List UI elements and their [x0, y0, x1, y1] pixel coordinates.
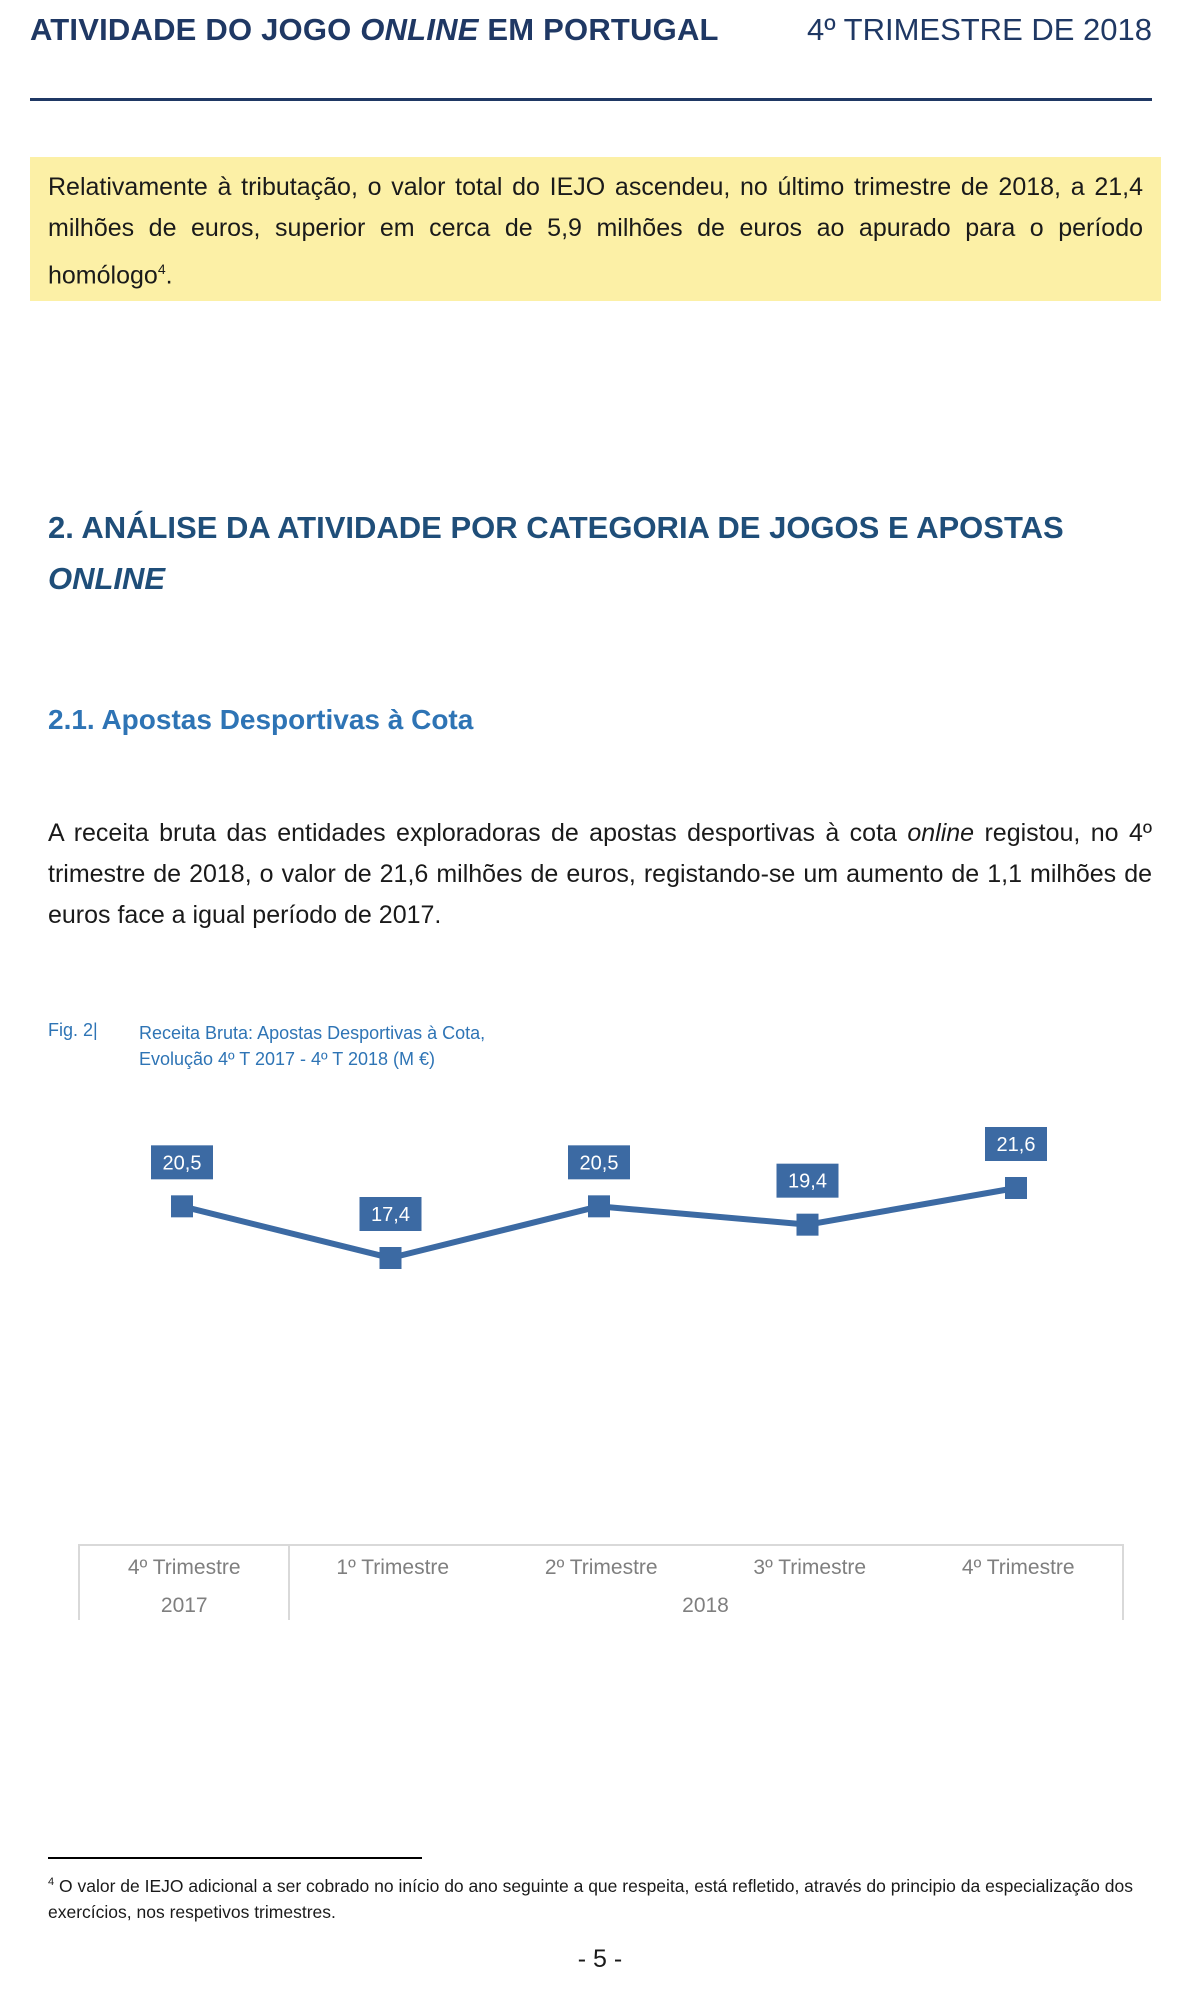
section-heading-italic: ONLINE [48, 561, 166, 596]
data-label [568, 1145, 630, 1179]
data-label-text: 21,6 [996, 1134, 1036, 1156]
data-label [985, 1127, 1047, 1161]
section-heading [48, 502, 1148, 604]
figure-title-line1: Receita Bruta: Apostas Desportivas à Cota, [139, 1023, 486, 1043]
data-label-text: 17,4 [371, 1204, 410, 1226]
section-heading-text: 2. ANÁLISE DA ATIVIDADE POR CATEGORIA DE JOGOS E APOSTAS [48, 510, 1064, 545]
category-tick-label: 1º Trimestre [336, 1556, 450, 1579]
paragraph-part1: A receita bruta das entidades exploradoras de apostas desportivas à cota [48, 819, 908, 847]
figure-title [139, 1020, 485, 1072]
paragraph-part2: registou, no 4º trimestre de 2018, o valor de 21,6 milhões de euros, registando-se um aumento de 1,1 milhões de euros face a igual período de 2017. [48, 819, 1152, 929]
category-tick-label: 2º Trimestre [544, 1556, 658, 1579]
highlight-end: . [165, 261, 173, 290]
header-divider [30, 98, 1152, 101]
data-label-text: 20,5 [162, 1152, 202, 1175]
data-label-text: 19,4 [788, 1170, 827, 1193]
footnote [48, 1869, 1152, 1925]
data-label [777, 1164, 839, 1198]
figure-title-line2: Evolução 4º T 2017 - 4º T 2018 (M €) [139, 1049, 435, 1069]
revenue-line-chart [0, 1100, 1200, 1540]
document-header-title [30, 12, 719, 48]
data-point-marker [380, 1247, 402, 1269]
category-group-label: 2017 [160, 1594, 208, 1617]
data-label [360, 1197, 422, 1231]
footnote-number: 4 [48, 1876, 55, 1888]
data-label-text: 20,5 [579, 1152, 619, 1175]
data-point-marker [171, 1195, 193, 1217]
category-tick-label: 3º Trimestre [753, 1556, 867, 1579]
footnote-reference[interactable]: 4 [157, 261, 166, 277]
data-point-marker [1005, 1177, 1027, 1199]
header-title-part2: EM PORTUGAL [478, 12, 719, 47]
header-title-part1: ATIVIDADE DO JOGO [30, 12, 361, 47]
category-group-label: 2018 [682, 1594, 729, 1617]
document-header-period: 4º TRIMESTRE DE 2018 [807, 12, 1152, 47]
figure-label: Fig. 2| [48, 1020, 98, 1040]
category-tick-label: 4º Trimestre [127, 1556, 241, 1579]
page-number: - 5 - [577, 1945, 623, 1973]
category-tick-label: 4º Trimestre [961, 1556, 1075, 1579]
data-label [151, 1145, 213, 1179]
footnote-divider [48, 1857, 422, 1859]
header-title-italic: ONLINE [360, 12, 479, 47]
paragraph-italic: online [907, 819, 975, 847]
section-paragraph [48, 813, 1152, 936]
chart-category-axis [78, 1544, 1124, 1620]
data-point-marker [797, 1214, 819, 1236]
subsection-heading: 2.1. Apostas Desportivas à Cota [48, 704, 474, 735]
data-point-marker [588, 1195, 610, 1217]
footnote-text: O valor de IEJO adicional a ser cobrado no início do ano seguinte a que respeita, está refletido, através do principio da especialização dos exercícios, nos respetivos trimestres. [48, 1875, 1133, 1922]
taxation-highlight-box [30, 157, 1161, 301]
highlight-text: Relativamente à tributação, o valor total do IEJO ascendeu, no último trimestre de 2018, a 21,4 milhões de euros, superior em cerca de 5,9 milhões de euros ao apurado para o período homólogo [48, 173, 1143, 290]
